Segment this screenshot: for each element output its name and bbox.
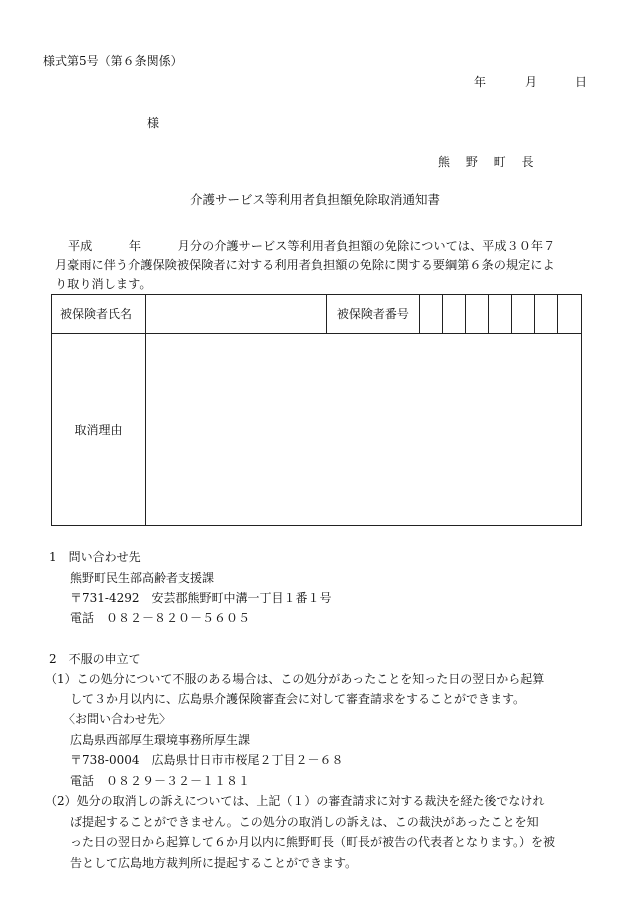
insured-name-label: 被保険者氏名 [52,295,146,334]
cancel-reason-field[interactable] [146,334,582,526]
section-2-item-2-line-3: った日の翌日から起算して６か月以内に熊野町長（町長が被告の代表者となります。）を被 [70,835,556,849]
section-2-item-2-line-4: 告として広島地方裁判所に提起することができます。 [70,856,358,870]
section-1-dept: 熊野町民生部高齢者支援課 [70,571,215,585]
contact-heading: 〈お問い合わせ先〉 [63,712,172,726]
body-line-3: り取り消します。 [55,277,152,291]
contact-phone: 電話 ０８２９－３２－１１８１ [70,774,251,788]
section-1-phone: 電話 ０８２－８２０－５６０５ [70,611,251,625]
insured-number-digit-1[interactable] [419,295,442,334]
insured-number-digit-3[interactable] [465,295,488,334]
section-2-heading: 2 不服の申立て [49,652,141,666]
insured-number-digit-2[interactable] [442,295,465,334]
date-day-label: 日 [575,75,588,89]
form-number: 様式第5号（第６条関係） [43,54,183,68]
insured-number-digit-4[interactable] [488,295,511,334]
section-2-item-2-line-1: （2）処分の取消しの訴えについては、上記（１）の審査請求に対する裁決を経た後でなけれ [45,794,545,808]
section-2-item-1-line-2: して３か月以内に、広島県介護保険審査会に対して審査請求をすることができます。 [70,692,526,706]
section-1-address: 〒731-4292 安芸郡熊野町中溝一丁目１番１号 [70,591,332,605]
section-1-heading: 1 問い合わせ先 [49,550,141,564]
contact-address: 〒738-0004 広島県廿日市市桜尾２丁目２－６８ [70,753,344,767]
insured-number-label: 被保険者番号 [326,295,419,334]
body-line-1: 平成 年 月分の介護サービス等利用者負担額の免除については、平成３０年７ [68,239,556,253]
contact-dept: 広島県西部厚生環境事務所厚生課 [70,733,251,747]
issuer-name: 熊 野 町 長 [438,155,540,169]
section-2-item-1-line-1: （1）この処分について不服のある場合は、この処分があったことを知った日の翌日から起算 [45,672,545,686]
insured-number-digit-7[interactable] [557,295,581,334]
cancel-reason-label: 取消理由 [52,334,146,526]
body-line-2: 月豪雨に伴う介護保険被保険者に対する利用者負担額の免除に関する要綱第６条の規定によ [55,258,555,272]
insured-info-table [51,294,582,526]
date-year-label: 年 [474,75,487,89]
addressee-suffix: 様 [147,116,160,130]
insured-number-digit-6[interactable] [534,295,557,334]
section-2-item-2-line-2: ば提起することができません。この処分の取消しの訴えは、この裁決があったことを知 [70,815,539,829]
insured-name-field[interactable] [146,295,327,334]
document-title: 介護サービス等利用者負担額免除取消通知書 [190,192,441,207]
date-month-label: 月 [525,75,538,89]
insured-number-digit-5[interactable] [511,295,534,334]
